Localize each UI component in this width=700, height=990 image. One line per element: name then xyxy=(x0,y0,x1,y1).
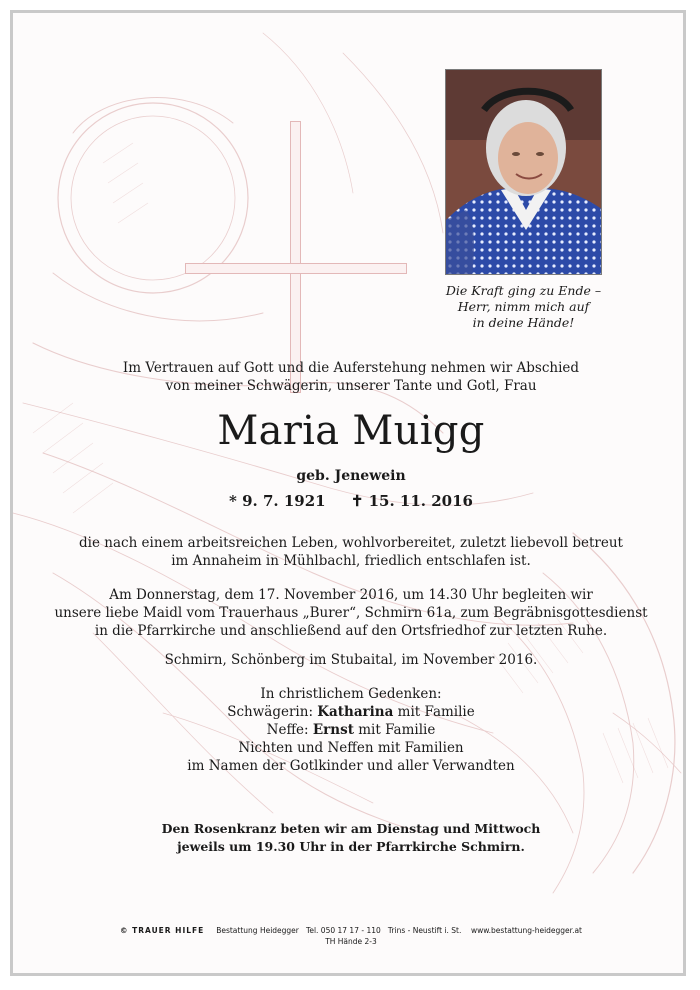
place-date: Schmirn, Schönberg im Stubaital, im November 2016. xyxy=(164,652,538,668)
paragraph-funeral xyxy=(13,586,686,640)
text-line: in die Pfarrkirche und anschließend auf den Ortsfriedhof zur letzten Ruhe. xyxy=(94,623,608,639)
deceased-name: Maria Muigg xyxy=(217,408,485,454)
paragraph-passing xyxy=(13,534,686,570)
footer-line xyxy=(13,925,686,936)
text-line: unsere liebe Maidl vom Trauerhaus „Burer“, Schmirn 61a, zum Begräbnisgottesdienst xyxy=(54,605,648,621)
text-line: im Annaheim in Mühlbachl, friedlich entschlafen ist. xyxy=(171,553,531,569)
mourner-line xyxy=(13,721,686,739)
mourners-heading: In christlichem Gedenken: xyxy=(260,686,442,702)
quote-line: Die Kraft ging zu Ende – xyxy=(445,283,602,298)
death-date: ✝ 15. 11. 2016 xyxy=(350,492,473,510)
memorial-quote xyxy=(433,283,614,331)
company-address: Trins - Neustift i. St. xyxy=(387,926,462,935)
mourner-line: Nichten und Neffen mit Familien xyxy=(238,740,464,756)
intro-line: von meiner Schwägerin, unserer Tante und Gotl, Frau xyxy=(165,378,537,394)
cross-icon xyxy=(290,121,301,393)
company-name: Bestattung Heidegger xyxy=(216,926,299,935)
rosary-line: jeweils um 19.30 Uhr in der Pfarrkirche Schmirn. xyxy=(177,839,525,854)
rosary-line: Den Rosenkranz beten wir am Dienstag und Mittwoch xyxy=(161,821,541,836)
mourner-line xyxy=(13,703,686,721)
company-phone: Tel. 050 17 17 - 110 xyxy=(306,926,381,935)
birth-name: geb. Jenewein xyxy=(296,468,406,484)
mourner-name: Katharina xyxy=(317,704,394,720)
quote-line: in deine Hände! xyxy=(472,315,575,330)
text-line: die nach einem arbeitsreichen Leben, wohlvorbereitet, zuletzt liebevoll betreut xyxy=(79,535,623,551)
relation-label: Neffe: xyxy=(266,722,313,738)
portrait-photo xyxy=(445,69,602,275)
intro-line: Im Vertrauen auf Gott und die Auferstehung nehmen wir Abschied xyxy=(122,360,580,376)
relation-suffix: mit Familie xyxy=(393,704,475,720)
relation-label: Schwägerin: xyxy=(227,704,318,720)
text-line: Am Donnerstag, dem 17. November 2016, um 14.30 Uhr begleiten wir xyxy=(109,587,593,603)
mourners-list xyxy=(13,685,686,775)
obituary-card xyxy=(10,10,686,976)
quote-line: Herr, nimm mich auf xyxy=(457,299,590,314)
life-dates xyxy=(13,490,686,512)
intro-text xyxy=(13,359,686,395)
template-code: TH Hände 2-3 xyxy=(325,937,377,946)
birth-date: * 9. 7. 1921 xyxy=(229,492,326,510)
relation-suffix: mit Familie xyxy=(353,722,436,738)
mourner-line: im Namen der Gotlkinder und aller Verwandten xyxy=(187,758,515,774)
mourner-name: Ernst xyxy=(312,722,354,738)
company-website: www.bestattung-heidegger.at xyxy=(470,926,582,935)
trauer-hilfe-logo: © TRAUER HILFE xyxy=(120,926,205,935)
cross-icon-bar xyxy=(185,263,407,274)
footer xyxy=(13,925,686,947)
rosary-notice xyxy=(13,820,686,856)
